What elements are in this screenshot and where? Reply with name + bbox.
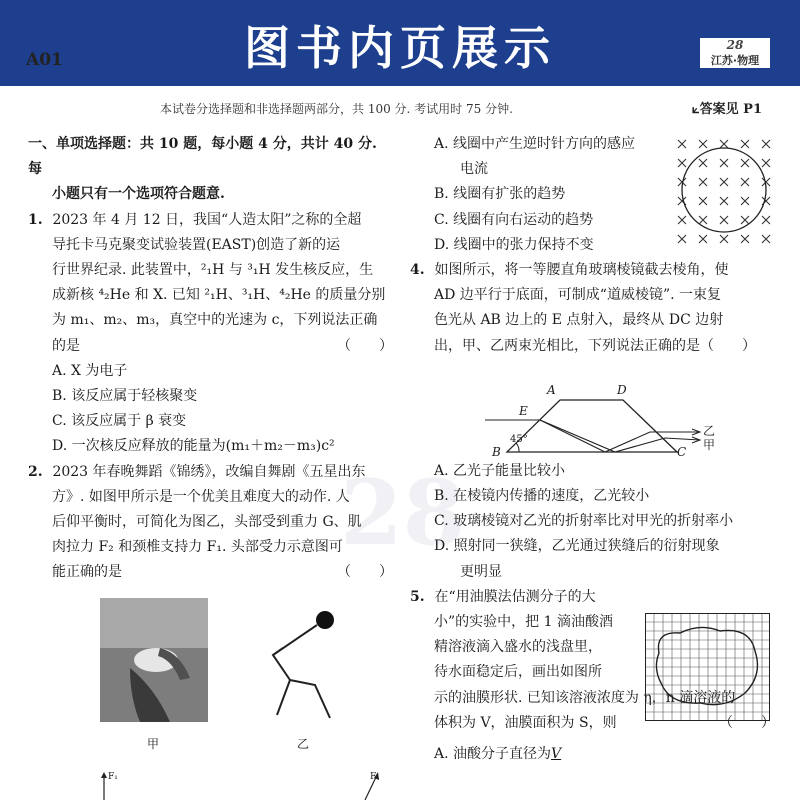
q3-option-d: D. 线圈中的张力保持不变 xyxy=(434,236,594,253)
q5-line: 精溶液滴入盛水的浅盘里， xyxy=(434,639,602,656)
field-cross-icon xyxy=(741,178,749,186)
q4-option-d-cont: 更明显 xyxy=(460,563,502,580)
prism-label-e: E xyxy=(519,404,528,418)
field-cross-icon xyxy=(762,235,770,243)
q4-line: AD 边平行于底面，可制成“道威棱镜”. 一束复 xyxy=(434,287,721,304)
q3-option-c: C. 线圈有向右运动的趋势 xyxy=(434,211,594,228)
field-cross-icon xyxy=(678,140,686,148)
page-code: A01 xyxy=(26,50,63,70)
answer-blank: （ ） xyxy=(337,564,393,581)
dance-photo xyxy=(100,598,208,722)
q5-number: 5. xyxy=(410,588,425,605)
field-cross-icon xyxy=(699,216,707,224)
figure-jia-label: 甲 xyxy=(147,737,160,751)
q1-option-c: C. 该反应属于 β 衰变 xyxy=(52,413,187,430)
field-cross-icon xyxy=(699,159,707,167)
q1-option-b: B. 该反应属于轻核聚变 xyxy=(52,388,198,405)
q1-line: 行世界纪录. 此装置中，²₁H 与 ³₁H 发生核反应，生 xyxy=(52,262,374,279)
banner-title: 图书内页展示 xyxy=(244,21,556,75)
q5-option-a: A. 油酸分子直径为 xyxy=(434,746,552,763)
q1-number: 1. xyxy=(28,211,43,228)
field-cross-icon xyxy=(762,216,770,224)
section-heading-cont: 小题只有一个选项符合题意. xyxy=(52,186,225,203)
field-cross-icon xyxy=(741,159,749,167)
answer-blank: （ ） xyxy=(719,714,775,731)
prism-label-d: D xyxy=(617,383,627,397)
answer-reference-text: 答案见 P1 xyxy=(699,102,762,117)
stick-figure-diagram xyxy=(255,600,355,725)
prism-beam-jia: 甲 xyxy=(703,438,716,452)
q1-line: 为 m₁、m₂、m₃，真空中的光速为 c，下列说法正确 xyxy=(52,312,378,329)
field-cross-icon xyxy=(678,216,686,224)
section-heading: 一、单项选择题：共 10 题，每小题 4 分，共计 40 分. 每 xyxy=(28,136,377,178)
field-cross-icon xyxy=(762,140,770,148)
q1-option-a: A. X 为电子 xyxy=(52,362,128,379)
field-cross-icon xyxy=(741,197,749,205)
exam-intro: 本试卷分选择题和非选择题两部分，共 100 分. 考试用时 75 分钟. xyxy=(160,102,513,116)
field-cross-icon xyxy=(699,140,707,148)
field-cross-icon xyxy=(678,159,686,167)
prism-angle-label: 45° xyxy=(510,434,528,445)
q4-number: 4. xyxy=(410,262,425,279)
q2-line: 能正确的是 xyxy=(52,564,122,581)
field-cross-icon xyxy=(699,178,707,186)
q2-number: 2. xyxy=(28,463,43,480)
q1-line: 2023 年 4 月 12 日，我国“人造太阳”之称的全超 xyxy=(52,211,362,228)
field-cross-icon xyxy=(741,140,749,148)
q2-line: 2023 年春晚舞蹈《锦绣》，改编自舞剧《五星出东 xyxy=(52,463,366,480)
banner xyxy=(0,0,800,86)
q1-line: 的是 xyxy=(52,337,80,354)
q1-line: 导托卡马克聚变试验装置(EAST)创造了新的运 xyxy=(52,236,341,253)
prism-label-a: A xyxy=(547,383,556,397)
field-cross-icon xyxy=(720,197,728,205)
force-label-f1-d: F₁ xyxy=(370,772,380,782)
q5-line: 在“用油膜法估测分子的大 xyxy=(434,588,596,605)
q2-line: 后仰平衡时，可简化为图乙，头部受到重力 G、肌 xyxy=(52,514,362,531)
field-cross-icon xyxy=(720,140,728,148)
q5-line: 示的油膜形状. 已知该溶液浓度为 η，n 滴溶液的 xyxy=(434,689,736,706)
figure-yi-label: 乙 xyxy=(297,737,310,751)
q1-line: 成新核 ⁴₂He 和 X. 已知 ²₁H、³₁H、⁴₂He 的质量分别 xyxy=(52,287,386,304)
q5-option-a-fraction: V xyxy=(551,746,562,763)
dance-photo-graphic xyxy=(100,598,208,722)
q5-line: 小”的实验中，把 1 滴油酸酒 xyxy=(434,614,613,631)
field-cross-icon xyxy=(741,216,749,224)
brand-logo-text: 28 xyxy=(726,38,744,52)
field-cross-icon xyxy=(720,178,728,186)
q4-option-b: B. 在棱镜内传播的速度，乙光较小 xyxy=(434,488,650,505)
q5-line: 体积为 V，油膜面积为 S，则 xyxy=(434,714,617,731)
field-cross-icon xyxy=(720,159,728,167)
field-cross-icon xyxy=(699,235,707,243)
q3-option-a-cont: 电流 xyxy=(460,161,488,178)
answer-blank: （ ） xyxy=(337,337,393,354)
q4-option-c: C. 玻璃棱镜对乙光的折射率比对甲光的折射率小 xyxy=(434,513,734,530)
q4-line: 如图所示，将一等腰直角玻璃棱镜截去棱角，使 xyxy=(434,262,729,279)
prism-beam-yi: 乙 xyxy=(703,424,716,438)
prism-label-b: B xyxy=(492,445,501,459)
q2-line: 肉拉力 F₂ 和颈椎支持力 F₁. 头部受力示意图可 xyxy=(52,539,343,556)
watermark: 28 xyxy=(340,460,466,566)
q5-line: 待水面稳定后，画出如图所 xyxy=(434,664,602,681)
answer-reference: ⟀答案见 P1 xyxy=(691,102,762,117)
force-label-f1-a: F₁ xyxy=(108,772,118,782)
q1-option-d: D. 一次核反应释放的能量为(m₁＋m₂－m₃)c² xyxy=(52,438,335,455)
field-cross-icon xyxy=(720,216,728,224)
q3-option-b: B. 线圈有扩张的趋势 xyxy=(434,186,566,203)
q4-line: 色光从 AB 边上的 E 点射入，最终从 DC 边射 xyxy=(434,312,724,329)
q3-option-a: A. 线圈中产生逆时针方向的感应 xyxy=(434,136,636,152)
q2-line: 方》. 如图甲所示是一个优美且难度大的动作. 人 xyxy=(52,488,350,505)
field-cross-icon xyxy=(762,159,770,167)
prism-label-c: C xyxy=(677,445,687,459)
q4-option-d: D. 照射同一狭缝，乙光通过狭缝后的衍射现象 xyxy=(434,538,720,555)
left-column xyxy=(28,132,393,586)
brand-logo xyxy=(700,38,770,68)
q4-option-a: A. 乙光子能量比较小 xyxy=(434,462,566,479)
field-cross-icon xyxy=(678,235,686,243)
brand-subject: 江苏·物理 xyxy=(710,54,760,67)
field-cross-icon xyxy=(699,197,707,205)
oil-film-grid xyxy=(645,613,770,721)
field-cross-icon xyxy=(741,235,749,243)
magnetic-field-diagram xyxy=(672,136,778,248)
field-cross-icon xyxy=(720,235,728,243)
q4-line: 出，甲、乙两束光相比，下列说法正确的是（ ） xyxy=(434,337,756,354)
